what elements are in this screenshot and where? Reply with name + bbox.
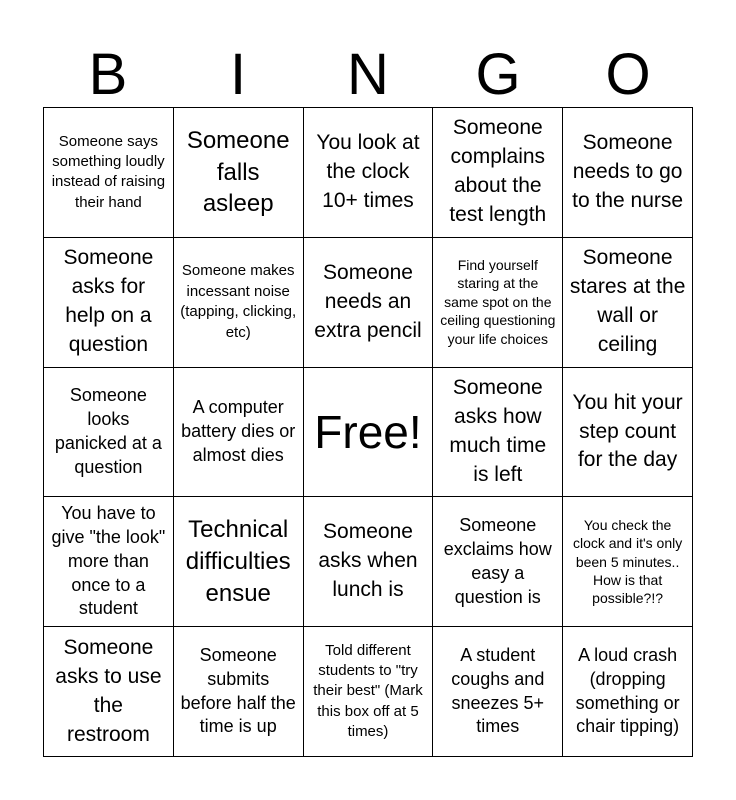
bingo-cell-r3-c1[interactable] <box>44 368 174 498</box>
header-letter-i: I <box>229 42 247 107</box>
bingo-cell-r3-c4[interactable] <box>433 368 563 498</box>
bingo-header <box>43 44 693 106</box>
cell-text: Someone asks how much time is left <box>449 376 547 486</box>
bingo-cell-r1-c1[interactable] <box>44 108 174 238</box>
cell-text: Someone stares at the wall or ceiling <box>569 246 686 357</box>
cell-text: Someone falls asleep <box>186 126 290 218</box>
header-letter-b: B <box>88 42 128 107</box>
cell-text: Someone says something loudly instead of raising their hand <box>51 132 166 211</box>
cell-text: Someone asks when lunch is <box>318 520 418 602</box>
cell-text: You look at the clock 10+ times <box>316 130 420 212</box>
bingo-grid <box>43 107 693 757</box>
bingo-cell-r5-c5[interactable] <box>563 627 693 757</box>
bingo-cell-r3-c5[interactable] <box>563 368 693 498</box>
cell-text: Told different students to "try their best" (Mark this box off at 5 times) <box>313 641 423 741</box>
cell-text: Someone complains about the test length <box>449 116 547 227</box>
header-letter-n: N <box>347 42 389 107</box>
cell-text: You check the clock and it's only been 5 minutes.. How is that possible?!? <box>572 516 683 607</box>
bingo-cell-r2-c2[interactable] <box>174 238 304 368</box>
bingo-cell-r4-c1[interactable] <box>44 497 174 627</box>
cell-text: Find yourself staring at the same spot on the ceiling questioning your life choices <box>440 257 556 347</box>
bingo-cell-r5-c3[interactable] <box>304 627 434 757</box>
cell-text: Someone exclaims how easy a question is <box>443 515 552 607</box>
cell-text: A loud crash (dropping something or chair tipping) <box>575 645 680 737</box>
bingo-cell-r1-c5[interactable] <box>563 108 693 238</box>
cell-text: Free! <box>314 405 422 458</box>
bingo-cell-r4-c5[interactable] <box>563 497 693 627</box>
bingo-cell-r2-c4[interactable] <box>433 238 563 368</box>
bingo-cell-r5-c2[interactable] <box>174 627 304 757</box>
cell-text: A computer battery dies or almost dies <box>181 397 296 465</box>
bingo-cell-r5-c4[interactable] <box>433 627 563 757</box>
header-letter-g: G <box>475 42 521 107</box>
cell-text: Someone looks panicked at a question <box>54 385 162 477</box>
bingo-cell-r2-c3[interactable] <box>304 238 434 368</box>
bingo-cell-r3-c2[interactable] <box>174 368 304 498</box>
cell-text: Someone asks for help on a question <box>63 246 154 357</box>
bingo-cell-r1-c3[interactable] <box>304 108 434 238</box>
bingo-cell-r4-c3[interactable] <box>304 497 434 627</box>
cell-text: Someone makes incessant noise (tapping, clicking, etc) <box>180 262 297 341</box>
cell-text: Someone needs an extra pencil <box>314 260 422 342</box>
bingo-cell-r2-c1[interactable] <box>44 238 174 368</box>
bingo-cell-r4-c4[interactable] <box>433 497 563 627</box>
cell-text: You have to give "the look" more than once to a student <box>51 503 166 619</box>
bingo-cell-r5-c1[interactable] <box>44 627 174 757</box>
cell-text: Someone needs to go to the nurse <box>572 130 684 212</box>
bingo-cell-r1-c4[interactable] <box>433 108 563 238</box>
header-letter-o: O <box>605 42 651 107</box>
bingo-cell-free[interactable] <box>304 368 434 498</box>
bingo-cell-r4-c2[interactable] <box>174 497 304 627</box>
cell-text: Someone submits before half the time is up <box>180 645 296 737</box>
cell-text: A student coughs and sneezes 5+ times <box>451 645 545 737</box>
cell-text: You hit your step count for the day <box>572 390 683 472</box>
cell-text: Someone asks to use the restroom <box>55 635 162 746</box>
bingo-cell-r1-c2[interactable] <box>174 108 304 238</box>
bingo-cell-r2-c5[interactable] <box>563 238 693 368</box>
cell-text: Technical difficulties ensue <box>185 516 291 607</box>
